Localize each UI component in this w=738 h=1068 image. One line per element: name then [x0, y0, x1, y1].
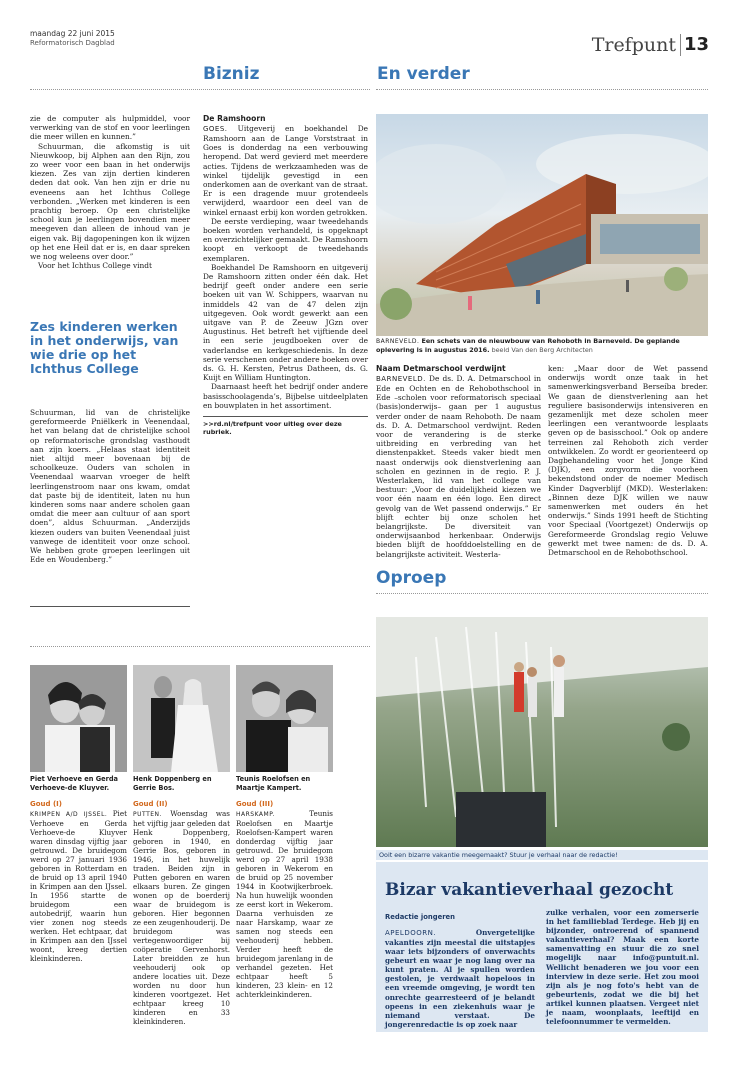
oproep-col1: APELDOORN. Onvergetelijke vakanties zijn meestal die uitstapjes waar iets bijzonders of onverwachts gebeurt en waar je nog lang over na kunt praten. Al je spullen worden gestolen, je verdwaalt hopeloos in een vreemde omgeving, je wordt ten onrechte gearresteerd of je belandt opeens in een ziekenhuis waar je niemand verstaat. De jongerenredactie is op zoek naar	[385, 928, 535, 1029]
ramshoorn-heading: De Ramshoorn	[203, 114, 266, 123]
school-building-sketch	[376, 114, 708, 336]
rubriek-link[interactable]: >>rd.nl/trefpunt voor uitleg over deze rubriek.	[203, 416, 368, 436]
header-paper-name: Reformatorisch Dagblad	[30, 39, 115, 47]
jubileum-names: Piet Verhoeve en Gerda Verhoeve-de Kluyver.	[30, 775, 119, 792]
oproep-kicker: APELDOORN.	[385, 929, 437, 937]
portrait-roelofsen	[236, 665, 333, 772]
waterfall-scene	[376, 617, 708, 847]
bizniz-article-col1-continued: Schuurman, lid van de christelijke gereformeerde Pniëlkerk in Veenendaal, het van belang dat de christelijke school op reformatorische grondslag vasthoudt aan zijn koers. „Helaas staat identiteit niet altijd meer bovenaan bij de schoolkeuze. Ouders van scholen in Veenendaal waarvan vroeger de helft leerlingenstroom naar ons kwam, omdat dat paste bij de identiteit, laten nu hun kinderen soms naar andere scholen gaan omdat die meer aan cultuur of aan sport doen”, aldus Schuurman. „Anderzijds kiezen ouders van buiten Veenendaal juist vanwege de identiteit voor onze school. We hebben grote groepen leerlingen uit Ede en Woudenberg.”	[30, 408, 190, 565]
detmarschool-kicker: BARNEVELD.	[376, 375, 426, 383]
header-page-number: 13	[684, 34, 710, 55]
bizniz-article-col1: zie de computer als hulpmiddel, voor verwerking van de stof en voor leerlingen die meer willen en kunnen.” Schuurman, die afkomstig is uit Nieuwkoop, bij Alphen aan den Rijn, zou zo weer voor een baan in het onderwijs kiezen. Zes van zijn dertien kinderen deden dat ook. Van hen zijn er drie nu eveneens aan het Ichthus College verbonden. „Werken met kinderen is een prachtig beroep. Op een christelijke school kun je leerlingen bovendien meer meegeven dan alleen de inhoud van je eigen vak. Bij dagopeningen kon ik wijzen op het ene Heil dat er is, en daar spreken we nog weleens over door.” Voor het Ichthus College vindt	[30, 114, 190, 271]
divider	[30, 646, 370, 647]
oproep-title: Oproep	[376, 568, 447, 588]
oproep-box	[376, 862, 708, 1032]
detmarschool-article-col1: BARNEVELD. De ds. D. A. Detmarschool in Ede en Ochten en de Rehobothschool in Ede –scholen voor reformatorisch speciaal (basis)onderwijs– gaan per 1 augustus verder onder de naam Rehoboth. De naam ds. D. A. Detmarschool verdwijnt. Reden voor de verandering is de sterke uitbreiding en verbreding van het dienstenpakket. Steeds vaker biedt men naast onderwijs ook dienstverlening aan scholen en gezinnen in de regio. P. J. Westerlaken, lid van het college van bestuur: „Voor de duidelijkheid kiezen we voor één naam en één logo. Een direct gevolg van de Wet passend onderwijs.” Er blijft echter bij onze scholen het belangrijkste. De diversiteit van onderwijsaanbod herkenbaar. Onderwijs bieden blijft de hoofddoelstelling en de belangrijkste activiteit. Westerla-	[376, 374, 541, 559]
oproep-col2: zulke verhalen, voor een zomerserie in het familieblad Terdege. Heb jij en bijzonder, ontroerend of spannend vakantieverhaal? Maak een korte samenvatting en stuur die zo snel mogelijk naar info@puntuit.nl. Wellicht benaderen we jou voor een interview in deze serie. Het zou mooi zijn als je nog foto's hebt van de gebeurtenis, zodat we die bij het artikel kunnen plaatsen. Vergeet niet je naam, woonplaats, leeftijd en telefoonnummer te vermelden.	[546, 908, 699, 1027]
jubileum-label: Goud (I)	[30, 800, 62, 808]
jubileum-doppenberg: Henk Doppenberg en Gerrie Bos. Goud (II) PUTTEN. Woensdag was het vijftig jaar geleden dat Henk Doppenberg, geboren in 1940, en Gerrie Bos, geboren in 1946, in het huwelijk traden. Beiden zijn in Putten geboren en waren elkaars buren. Ze gingen wonen op de boerderij waar de bruidegom is geboren. Hier begonnen ze een zeugenhouderij. De bruidegom was vertegenwoordiger bij coöperatie Gervenhorst. Later breidden ze hun veehouderij ook op andere locaties uit. Deze worden nu door hun kinderen voortgezet. Het echtpaar kreeg 10 kinderen en 33 kleinkinderen.	[133, 775, 230, 1026]
jubileum-verhoeve: Piet Verhoeve en Gerda Verhoeve-de Kluyver. Goud (I) KRIMPEN A/D IJSSEL. Piet Verhoeve en Gerda Verhoeve-de Kluyver waren dinsdag vijftig jaar getrouwd. De bruidegom werd op 27 januari 1936 geboren in Rotterdam en de bruid op 13 april 1940 in Krimpen aan den IJssel. In 1956 startte de bruidegom een autobedrijf, waarin hun vier zonen nog steeds werken. Het echtpaar, dat in Krimpen aan den IJssel woont, kreeg dertien kleinkinderen.	[30, 775, 127, 963]
divider	[30, 606, 190, 607]
ramshoorn-kicker: GOES.	[203, 125, 228, 133]
building-drawing	[376, 114, 708, 336]
portrait-doppenberg	[133, 665, 230, 772]
caption-credit: beeld Van den Berg Architecten	[491, 346, 593, 354]
building-photo-caption: BARNEVELD. Een schets van de nieuwbouw van Rehoboth in Barneveld. De geplande oplevering is in augustus 2016. beeld Van den Berg Architecten	[376, 337, 680, 354]
jubileum-roelofsen: Teunis Roelofsen en Maartje Kampert. Goud (III) HARSKAMP. Teunis Roelofsen en Maartje Roelofsen-Kampert waren donderdag vijftig jaar getrouwd. De bruidegom werd op 27 april 1938 geboren in Wekerom en de bruid op 25 november 1944 in Kootwijkerbroek. Na hun huwelijk woonden ze eerst kort in Wekerom. Daarna verhuisden ze naar Harskamp, waar ze samen nog steeds een veehouderij hebben. Verder heeft de bruidegom jarenlang in de verhandel gezeten. Het echtpaar heeft 5 kinderen, 23 klein- en 12 achterkleinkinderen.	[236, 775, 333, 999]
bizniz-subheading: Zes kinderen werken in het onderwijs, van wie drie op het Ichthus College	[30, 319, 179, 376]
jubileum-label: Goud (II)	[133, 800, 168, 808]
divider	[376, 593, 708, 594]
portrait-verhoeve	[30, 665, 127, 772]
divider	[376, 89, 708, 90]
caption-kicker: BARNEVELD.	[376, 338, 420, 345]
jubileum-names: Henk Doppenberg en Gerrie Bos.	[133, 775, 212, 792]
header-section: Trefpunt	[591, 34, 676, 56]
divider	[30, 89, 370, 90]
en-verder-title: En verder	[377, 64, 470, 84]
detmarschool-heading: Naam Detmarschool verdwijnt	[376, 364, 506, 373]
oproep-byline: Redactie jongeren	[385, 913, 455, 921]
header-separator	[680, 34, 681, 56]
jubileum-label: Goud (III)	[236, 800, 274, 808]
detmarschool-article-col2: ken: „Maar door de Wet passend onderwijs wordt onze taak in het samenwerkingsverband Berseíba breder. We gaan de dienstverlening aan het reguliere basisonderwijs intensiveren en gezamenlijk met deze scholen meer leerlingen een verantwoorde lesplaats geven op de basisschool.” Ook op andere terreinen zal Rehoboth zich verder ontwikkelen. Zo wordt er georienteerd op Dagbehandeling voor het Jonge Kind (DJK), een zorgvorm die voorheen bekendstond onder de noemer Medisch Kinder Dagverblijf (MKD). Westerlaken: „Binnen deze DJK willen we nauw samenwerken met ouders én het onderwijs.” Sinds 1991 heeft de Stichting voor Speciaal (Voortgezet) Onderwijs op Gereformeerde Grondslag regio Veluwe gewerkt met twee namen: de ds. D. A. Detmarschool en de Rehobothschool.	[548, 364, 708, 558]
vacation-photo-caption: Ooit een bizarre vakantie meegemaakt? Stuur je verhaal naar de redactie!	[376, 850, 708, 860]
bizniz-ramshoorn-column: De Ramshoorn GOES. Uitgeverij en boekhandel De Ramshoorn aan de Lange Vorststraat in Goes is donderdag na een verbouwing heropend. Dat werd gevierd met meerdere acties. Tijdens de werkzaamheden was de winkel tijdelijk gevestigd in een onderkomen aan de overkant van de straat. Er is een dragende muur grotendeels verwijderd, waardoor een deel van de winkel ernaast erbij kon worden getrokken. De eerste verdieping, waar tweedehands boeken worden verhandeld, is opgeknapt en overzichtelijker gemaakt. De Ramshoorn koopt en verkoopt de tweedehands exemplaren. Boekhandel De Ramshoorn en uitgeverij De Ramshoorn zitten onder één dak. Het bedrijf geeft onder andere een serie boeken uit van W. Schippers, waarvan nu inmiddels 42 van de 47 delen zijn uitgegeven. Ook wordt gewerkt aan een uitgave van P. de Zeeuw JGzn over Augustinus. Het betreft het vijftiende deel in een serie jeugdboeken over de vaderlandse en kerkgeschiedenis. In deze serie verschenen onder andere boeken over ds. G. H. Kersten, Petrus Datheen, ds. G. Kuijt en William Huntington. Daarnaast heeft het bedrijf onder andere basisschoolagenda’s, Bijbelse uitdeelplaten en bouwplaten in het assortiment. >>rd.nl/trefpunt voor uitleg over deze rubriek.	[203, 114, 369, 437]
jubileum-names: Teunis Roelofsen en Maartje Kampert.	[236, 775, 311, 792]
header-date: maandag 22 juni 2015	[30, 29, 115, 38]
vacation-photo	[376, 617, 708, 847]
oproep-headline: Bizar vakantieverhaal gezocht	[385, 880, 674, 900]
bizniz-title: Bizniz	[203, 64, 260, 84]
